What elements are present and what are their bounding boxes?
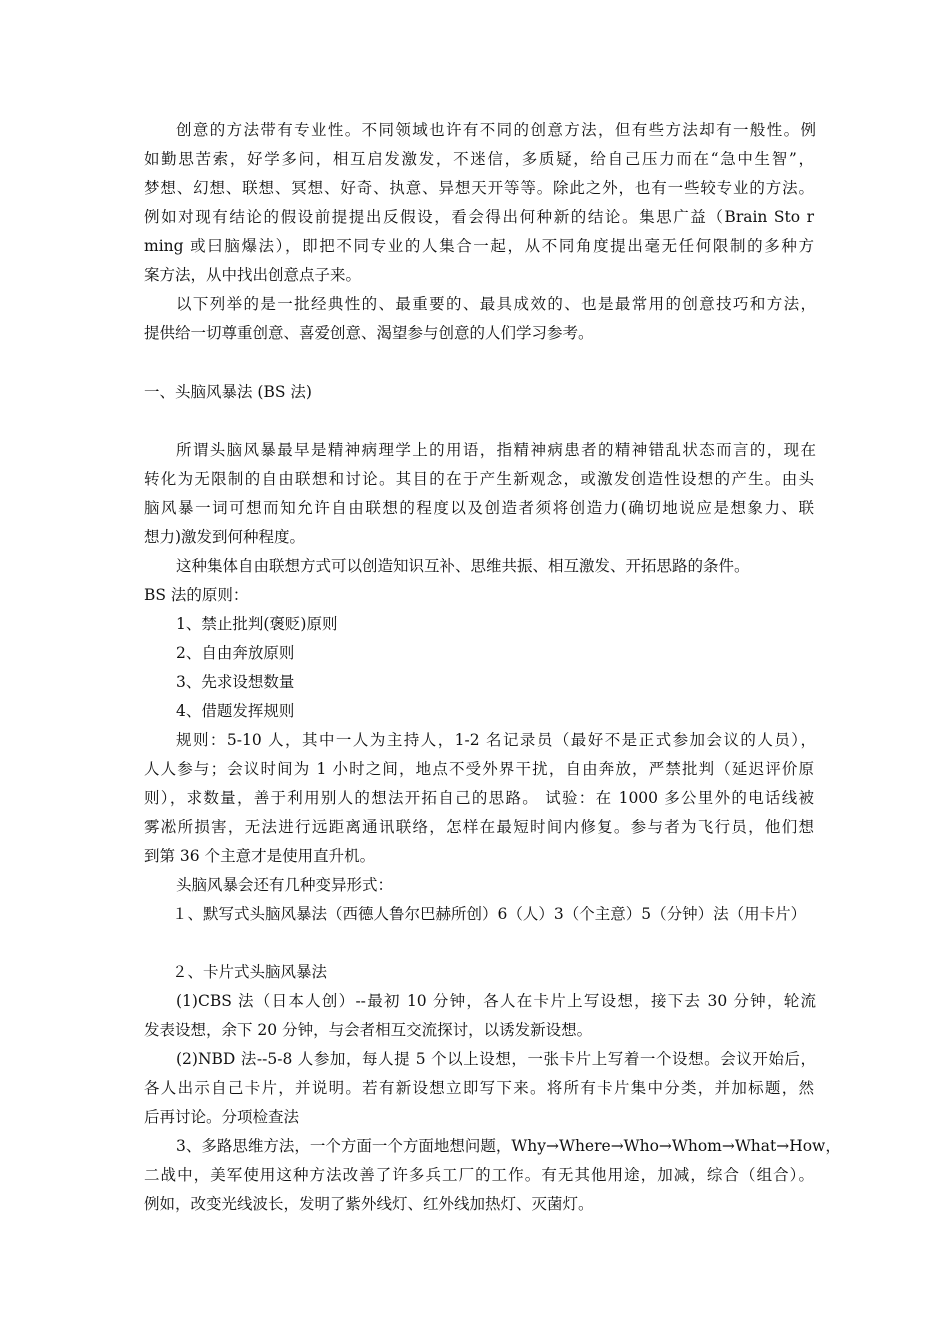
cbs-line: 发表设想，余下 20 分钟，与会者相互交流探讨，以诱发新设想。 — [144, 1021, 593, 1039]
variant-item: １、默写式头脑风暴法（西德人鲁尔巴赫所创）6（人）3（个主意）5（分钟）法（用卡片） — [172, 905, 807, 923]
multi-line: 二战中，美军使用这种方法改善了许多兵工厂的工作。有无其他用途，加减，综合（组合）。 — [144, 1166, 814, 1184]
section-p2-line: 这种集体自由联想方式可以创造知识互补、思维共振、相互激发、开拓思路的条件。 — [176, 557, 750, 575]
principle-item: 3、先求设想数量 — [176, 673, 295, 691]
intro-p2-line: 以下列举的是一批经典性的、最重要的、最具成效的、也是最常用的创意技巧和方法， — [176, 295, 816, 313]
principle-item: 4、借题发挥规则 — [176, 702, 295, 720]
multi-line: 3、多路思维方法，一个方面一个方面地想问题，Why→Where→Who→Whom→What→How， — [176, 1137, 841, 1155]
intro-p2-line: 提供给一切尊重创意、喜爱创意、渴望参与创意的人们学习参考。 — [144, 324, 594, 342]
nbd-line: 各人出示自己卡片，并说明。若有新设想立即写下来。将所有卡片集中分类，并加标题，然 — [144, 1079, 814, 1097]
rules-line: 规则：5-10 人，其中一人为主持人，1-2 名记录员（最好不是正式参加会议的人员）， — [176, 731, 816, 749]
rules-line: 到第 36 个主意才是使用直升机。 — [144, 847, 376, 865]
rules-line: 则），求数量，善于利用别人的想法开拓自己的思路。 试验：在 1000 多公里外的电话线被 — [144, 789, 814, 807]
nbd-line: 后再讨论。分项检查法 — [144, 1108, 300, 1126]
multi-line: 例如，改变光线波长，发明了紫外线灯、红外线加热灯、灭菌灯。 — [144, 1195, 594, 1213]
section-p2-line: BS 法的原则： — [144, 586, 249, 604]
principle-item: 2、自由奔放原则 — [176, 644, 295, 662]
section-p1-line: 所谓头脑风暴最早是精神病理学上的用语，指精神病患者的精神错乱状态而言的，现在 — [176, 441, 816, 459]
intro-p1-line: 梦想、幻想、联想、冥想、好奇、执意、异想天开等等。除此之外，也有一些较专业的方法。 — [144, 179, 814, 197]
rules-line: 人人参与；会议时间为 1 小时之间，地点不受外界干扰，自由奔放，严禁批判（延迟评价原 — [144, 760, 814, 778]
cbs-line: (1)CBS 法（日本人创）--最初 10 分钟，各人在卡片上写设想，接下去 30 分钟，轮流 — [176, 992, 816, 1010]
section-heading: 一、头脑风暴法 (BS 法) — [144, 383, 312, 401]
intro-p1-line: 案方法，从中找出创意点子来。 — [144, 266, 362, 284]
variant-item: ２、卡片式头脑风暴法 — [172, 963, 328, 981]
principle-item: 1、禁止批判(褒贬)原则 — [176, 615, 338, 633]
rules-line: 雾凇所损害，无法进行远距离通讯联络，怎样在最短时间内修复。参与者为飞行员，他们想 — [144, 818, 814, 836]
intro-p1-line: 如勤思苦索，好学多问，相互启发激发，不迷信，多质疑，给自己压力而在“急中生智”， — [144, 150, 814, 168]
section-p1-line: 想力)激发到何种程度。 — [144, 528, 306, 546]
intro-p1-line: ming 或曰脑爆法），即把不同专业的人集合一起，从不同角度提出毫无任何限制的多种方 — [144, 237, 814, 255]
intro-p1-line: 例如对现有结论的假设前提提出反假设，看会得出何种新的结论。集思广益（Brain Sto r — [144, 208, 814, 226]
nbd-line: (2)NBD 法--5-8 人参加，每人提 5 个以上设想，一张卡片上写着一个设想。会议开始后， — [176, 1050, 816, 1068]
section-p1-line: 脑风暴一词可想而知允许自由联想的程度以及创造者须将创造力(确切地说应是想象力、联 — [144, 499, 814, 517]
variants-intro: 头脑风暴会还有几种变异形式： — [176, 876, 394, 894]
section-p1-line: 转化为无限制的自由联想和讨论。其目的在于产生新观念，或激发创造性设想的产生。由头 — [144, 470, 814, 488]
intro-p1-line: 创意的方法带有专业性。不同领域也许有不同的创意方法，但有些方法却有一般性。例 — [176, 121, 816, 139]
